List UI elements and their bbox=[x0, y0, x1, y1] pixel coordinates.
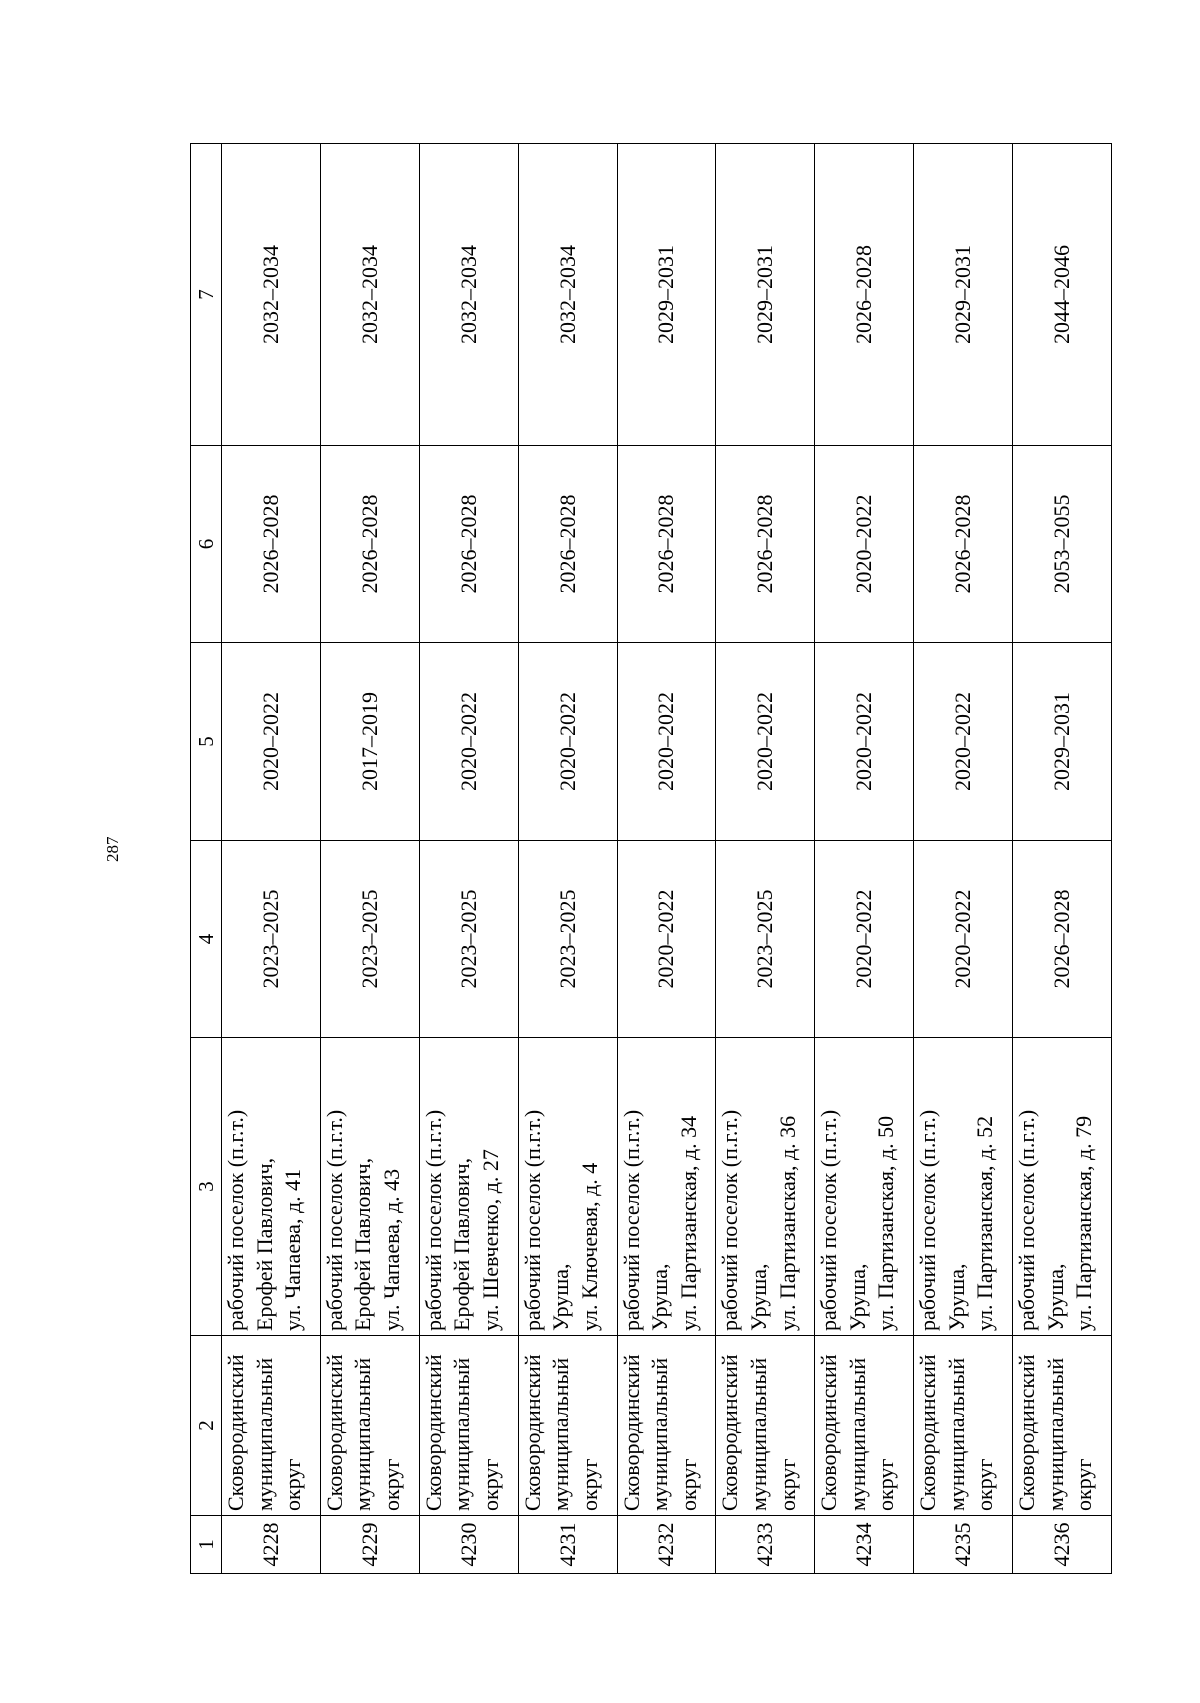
row-number-cell: 4236 bbox=[1013, 1516, 1112, 1574]
period-cell-col7: 2029–2031 bbox=[617, 144, 716, 446]
column-header: 7 bbox=[191, 144, 222, 446]
address-line: Ерофей Павлович, bbox=[251, 1157, 277, 1331]
address-line: ул. Чапаева, д. 41 bbox=[280, 1168, 306, 1331]
address-line: рабочий поселок (п.г.т.) bbox=[321, 1109, 347, 1331]
district-cell bbox=[617, 1336, 716, 1516]
period-cell-col6: 2026–2028 bbox=[518, 446, 617, 643]
column-header: 1 bbox=[191, 1516, 222, 1574]
period-cell-col7: 2032–2034 bbox=[518, 144, 617, 446]
address-cell bbox=[914, 1038, 1013, 1336]
address-cell bbox=[320, 1038, 419, 1336]
table-row bbox=[518, 144, 617, 1574]
period-cell-col4: 2023–2025 bbox=[716, 841, 815, 1038]
period-cell-col7: 2032–2034 bbox=[419, 144, 518, 446]
district-line: Сковородинский bbox=[915, 1354, 941, 1511]
table-body bbox=[222, 144, 1112, 1574]
schedule-table bbox=[190, 143, 1112, 1574]
column-header: 6 bbox=[191, 446, 222, 643]
row-number-cell: 4235 bbox=[914, 1516, 1013, 1574]
period-cell-col6: 2026–2028 bbox=[320, 446, 419, 643]
district-line: муниципальный bbox=[844, 1357, 870, 1511]
period-cell-col4: 2020–2022 bbox=[914, 841, 1013, 1038]
period-cell-col5: 2020–2022 bbox=[716, 643, 815, 841]
period-cell-col5: 2020–2022 bbox=[419, 643, 518, 841]
district-cell bbox=[222, 1336, 321, 1516]
district-cell bbox=[518, 1336, 617, 1516]
district-cell bbox=[914, 1336, 1013, 1516]
column-header: 3 bbox=[191, 1038, 222, 1336]
row-number-cell: 4228 bbox=[222, 1516, 321, 1574]
district-line: муниципальный bbox=[1042, 1357, 1068, 1511]
district-line: округ bbox=[972, 1458, 998, 1511]
address-line: рабочий поселок (п.г.т.) bbox=[519, 1109, 545, 1331]
district-line: округ bbox=[1071, 1458, 1097, 1511]
period-cell-col5: 2020–2022 bbox=[222, 643, 321, 841]
district-cell bbox=[320, 1336, 419, 1516]
address-line: Уруша, bbox=[943, 1263, 969, 1331]
period-cell-col5: 2029–2031 bbox=[1013, 643, 1112, 841]
address-line: Уруша, bbox=[1042, 1263, 1068, 1331]
row-number-cell: 4233 bbox=[716, 1516, 815, 1574]
column-header: 4 bbox=[191, 841, 222, 1038]
district-line: муниципальный bbox=[647, 1357, 673, 1511]
address-cell bbox=[716, 1038, 815, 1336]
column-header: 2 bbox=[191, 1336, 222, 1516]
district-line: муниципальный bbox=[943, 1357, 969, 1511]
address-line: ул. Партизанская, д. 36 bbox=[774, 1115, 800, 1331]
address-cell bbox=[222, 1038, 321, 1336]
row-number-cell: 4229 bbox=[320, 1516, 419, 1574]
column-header: 5 bbox=[191, 643, 222, 841]
district-line: округ bbox=[675, 1458, 701, 1511]
district-cell bbox=[419, 1336, 518, 1516]
address-line: Уруша, bbox=[745, 1263, 771, 1331]
address-cell bbox=[518, 1038, 617, 1336]
period-cell-col5: 2020–2022 bbox=[617, 643, 716, 841]
row-number-cell: 4234 bbox=[815, 1516, 914, 1574]
address-line: ул. Партизанская, д. 50 bbox=[873, 1115, 899, 1331]
district-line: округ bbox=[280, 1458, 306, 1511]
period-cell-col7: 2026–2028 bbox=[815, 144, 914, 446]
address-line: ул. Шевченко, д. 27 bbox=[477, 1149, 503, 1331]
table-row bbox=[617, 144, 716, 1574]
period-cell-col7: 2044–2046 bbox=[1013, 144, 1112, 446]
district-line: Сковородинский bbox=[420, 1354, 446, 1511]
address-line: Ерофей Павлович, bbox=[350, 1157, 376, 1331]
table-row bbox=[1013, 144, 1112, 1574]
period-cell-col6: 2026–2028 bbox=[617, 446, 716, 643]
period-cell-col5: 2017–2019 bbox=[320, 643, 419, 841]
district-line: Сковородинский bbox=[618, 1354, 644, 1511]
period-cell-col4: 2020–2022 bbox=[617, 841, 716, 1038]
rotated-table-container bbox=[190, 144, 1112, 1574]
table-row bbox=[320, 144, 419, 1574]
district-cell bbox=[1013, 1336, 1112, 1516]
address-line: рабочий поселок (п.г.т.) bbox=[618, 1109, 644, 1331]
row-number-cell: 4232 bbox=[617, 1516, 716, 1574]
district-line: Сковородинский bbox=[717, 1354, 743, 1511]
period-cell-col4: 2026–2028 bbox=[1013, 841, 1112, 1038]
address-line: Уруша, bbox=[548, 1263, 574, 1331]
address-line: ул. Партизанская, д. 34 bbox=[675, 1115, 701, 1331]
district-line: муниципальный bbox=[251, 1357, 277, 1511]
period-cell-col4: 2023–2025 bbox=[518, 841, 617, 1038]
district-cell bbox=[716, 1336, 815, 1516]
period-cell-col7: 2029–2031 bbox=[914, 144, 1013, 446]
address-line: рабочий поселок (п.г.т.) bbox=[420, 1109, 446, 1331]
district-line: Сковородинский bbox=[519, 1354, 545, 1511]
table-row bbox=[914, 144, 1013, 1574]
address-line: Уруша, bbox=[844, 1263, 870, 1331]
address-line: ул. Партизанская, д. 79 bbox=[1071, 1115, 1097, 1331]
district-line: муниципальный bbox=[745, 1357, 771, 1511]
district-line: округ bbox=[774, 1458, 800, 1511]
address-line: рабочий поселок (п.г.т.) bbox=[1014, 1109, 1039, 1331]
row-number-cell: 4231 bbox=[518, 1516, 617, 1574]
period-cell-col4: 2020–2022 bbox=[815, 841, 914, 1038]
address-line: ул. Партизанская, д. 52 bbox=[972, 1115, 998, 1331]
district-line: округ bbox=[477, 1458, 503, 1511]
row-number-cell: 4230 bbox=[419, 1516, 518, 1574]
address-line: рабочий поселок (п.г.т.) bbox=[223, 1109, 248, 1331]
period-cell-col7: 2029–2031 bbox=[716, 144, 815, 446]
district-line: округ bbox=[379, 1458, 405, 1511]
page-number: 287 bbox=[103, 836, 122, 862]
district-line: Сковородинский bbox=[223, 1354, 248, 1511]
period-cell-col5: 2020–2022 bbox=[914, 643, 1013, 841]
district-line: муниципальный bbox=[350, 1357, 376, 1511]
district-line: Сковородинский bbox=[321, 1354, 347, 1511]
address-line: ул. Ключевая, д. 4 bbox=[576, 1162, 602, 1331]
district-line: округ bbox=[576, 1458, 602, 1511]
period-cell-col6: 2020–2022 bbox=[815, 446, 914, 643]
period-cell-col6: 2026–2028 bbox=[419, 446, 518, 643]
period-cell-col4: 2023–2025 bbox=[419, 841, 518, 1038]
district-line: муниципальный bbox=[449, 1357, 475, 1511]
district-cell bbox=[815, 1336, 914, 1516]
header-row bbox=[191, 144, 222, 1574]
district-line: округ bbox=[873, 1458, 899, 1511]
district-line: муниципальный bbox=[548, 1357, 574, 1511]
address-cell bbox=[419, 1038, 518, 1336]
address-cell bbox=[815, 1038, 914, 1336]
period-cell-col5: 2020–2022 bbox=[518, 643, 617, 841]
address-line: Уруша, bbox=[647, 1263, 673, 1331]
address-line: рабочий поселок (п.г.т.) bbox=[915, 1109, 941, 1331]
district-line: Сковородинский bbox=[1014, 1354, 1039, 1511]
address-line: рабочий поселок (п.г.т.) bbox=[717, 1109, 743, 1331]
period-cell-col6: 2053–2055 bbox=[1013, 446, 1112, 643]
period-cell-col6: 2026–2028 bbox=[716, 446, 815, 643]
address-line: рабочий поселок (п.г.т.) bbox=[816, 1109, 842, 1331]
period-cell-col7: 2032–2034 bbox=[320, 144, 419, 446]
table-row bbox=[419, 144, 518, 1574]
period-cell-col4: 2023–2025 bbox=[320, 841, 419, 1038]
period-cell-col7: 2032–2034 bbox=[222, 144, 321, 446]
table-row bbox=[815, 144, 914, 1574]
period-cell-col6: 2026–2028 bbox=[222, 446, 321, 643]
district-line: Сковородинский bbox=[816, 1354, 842, 1511]
address-line: ул. Чапаева, д. 43 bbox=[379, 1168, 405, 1331]
period-cell-col4: 2023–2025 bbox=[222, 841, 321, 1038]
address-cell bbox=[1013, 1038, 1112, 1336]
table-row bbox=[716, 144, 815, 1574]
period-cell-col5: 2020–2022 bbox=[815, 643, 914, 841]
table-row bbox=[222, 144, 321, 1574]
address-cell bbox=[617, 1038, 716, 1336]
period-cell-col6: 2026–2028 bbox=[914, 446, 1013, 643]
address-line: Ерофей Павлович, bbox=[449, 1157, 475, 1331]
